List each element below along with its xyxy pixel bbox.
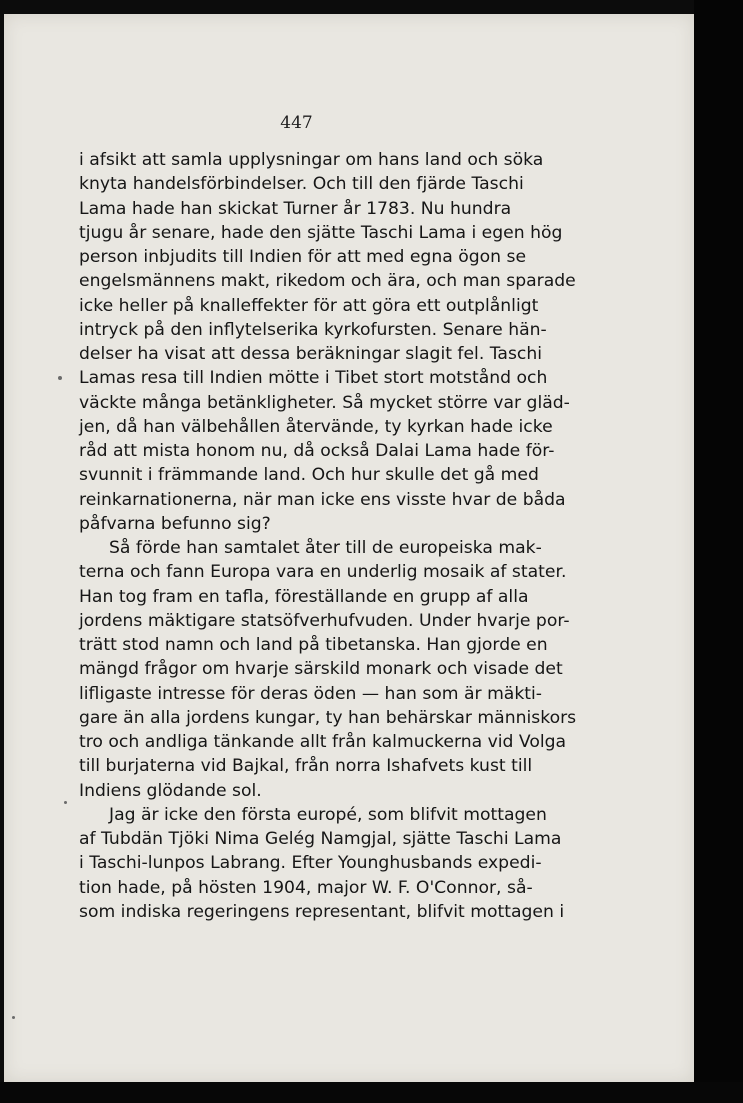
text-line: engelsmännens makt, rikedom och ära, och man sparade bbox=[79, 271, 576, 292]
text-line: som indiska regeringens representant, blifvit mottagen i bbox=[79, 901, 565, 922]
ink-speck bbox=[12, 1016, 15, 1019]
body-text bbox=[79, 148, 577, 924]
text-line: mängd frågor om hvarje särskild monark och visade det bbox=[79, 659, 563, 680]
text-line: Indiens glödande sol. bbox=[79, 780, 262, 801]
text-line: Så förde han samtalet åter till de europeiska mak- bbox=[109, 538, 542, 558]
text-line: jordens mäktigare statsöfverhufvuden. Under hvarje por- bbox=[79, 610, 570, 631]
text-line: tro och andliga tänkande allt från kalmuckerna vid Volga bbox=[79, 732, 567, 752]
text-line: person inbjudits till Indien för att med egna ögon se bbox=[79, 247, 527, 267]
text-line: tion hade, på hösten 1904, major W. F. O'Connor, så- bbox=[79, 877, 533, 898]
text-line: i afsikt att samla upplysningar om hans land och söka bbox=[79, 150, 544, 170]
text-line: Lamas resa till Indien mötte i Tibet stort motstånd och bbox=[79, 368, 548, 389]
text-line: reinkarnationerna, när man icke ens visste hvar de båda bbox=[79, 489, 566, 510]
text-line: svunnit i främmande land. Och hur skulle det gå med bbox=[79, 465, 539, 486]
text-line: Jag är icke den första europé, som blifvit mottagen bbox=[109, 804, 547, 825]
text-line: Lama hade han skickat Turner år 1783. Nu hundra bbox=[79, 198, 512, 219]
scan-border-bottom bbox=[0, 1082, 743, 1103]
text-line: terna och fann Europa vara en underlig mosaik af stater. bbox=[79, 562, 567, 583]
text-line: gare än alla jordens kungar, ty han behärskar människors bbox=[79, 707, 577, 728]
text-line: delser ha visat att dessa beräkningar slagit fel. Taschi bbox=[79, 344, 543, 364]
text-line: lifligaste intresse för deras öden — han som är mäkti- bbox=[79, 683, 543, 704]
text-line: icke heller på knalleffekter för att göra ett outplånligt bbox=[79, 295, 539, 316]
text-line: trätt stod namn och land på tibetanska. Han gjorde en bbox=[79, 635, 548, 655]
text-line: påfvarna befunno sig? bbox=[79, 513, 271, 534]
scan-border-right bbox=[694, 0, 743, 1103]
text-line: till burjaterna vid Bajkal, från norra Ishafvets kust till bbox=[79, 756, 533, 777]
text-line: Han tog fram en tafla, föreställande en grupp af alla bbox=[79, 586, 529, 607]
text-line: intryck på den inflytelserika kyrkofursten. Senare hän- bbox=[79, 319, 547, 340]
page-number: 447 bbox=[280, 113, 313, 133]
text-line: tjugu år senare, hade den sjätte Taschi Lama i egen hög bbox=[79, 222, 563, 243]
text-line: knyta handelsförbindelser. Och till den fjärde Taschi bbox=[79, 174, 524, 195]
text-line: jen, då han välbehållen återvände, ty kyrkan hade icke bbox=[79, 416, 553, 437]
text-line: i Taschi-lunpos Labrang. Efter Younghusbands expedi- bbox=[79, 853, 542, 874]
ink-speck bbox=[58, 376, 62, 380]
text-line: råd att mista honom nu, då också Dalai Lama hade för- bbox=[79, 441, 555, 461]
ink-speck bbox=[64, 801, 67, 804]
text-line: af Tubdän Tjöki Nima Gelég Namgjal, sjätte Taschi Lama bbox=[79, 829, 562, 849]
text-line: väckte många betänkligheter. Så mycket större var gläd- bbox=[79, 392, 570, 413]
